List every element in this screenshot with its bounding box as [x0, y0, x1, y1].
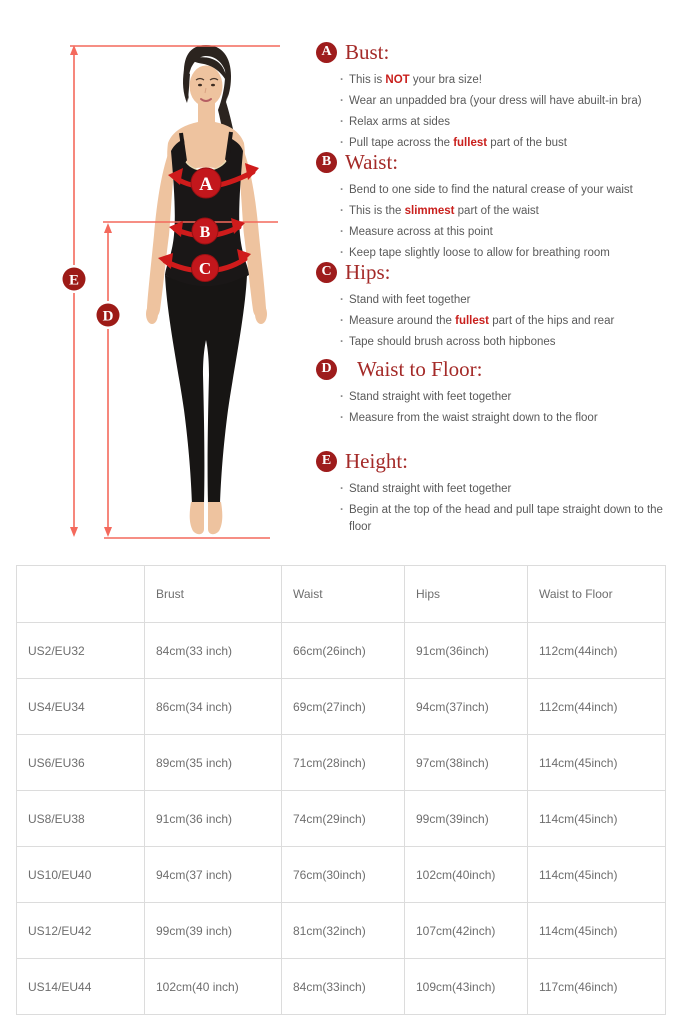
- table-row: [17, 791, 666, 847]
- right-hand: [255, 304, 267, 324]
- instruction-bullet: · Measure around the fullest part of the hips and rear: [340, 313, 676, 330]
- instruction-bullet: · Tape should brush across both hipbones: [340, 334, 676, 351]
- measurement-cell: 76cm(30inch): [282, 847, 405, 903]
- height-line: [70, 45, 78, 537]
- section-title: Waist to Floor:: [357, 356, 483, 381]
- size-cell: US6/EU36: [17, 735, 145, 791]
- table-row: [17, 847, 666, 903]
- column-header: Hips: [405, 566, 528, 623]
- measurement-cell: 84cm(33inch): [282, 959, 405, 1015]
- hair-left-side: [183, 70, 190, 103]
- instruction-bullet: · Keep tape slightly loose to allow for breathing room: [340, 245, 676, 262]
- measurement-cell: 114cm(45inch): [528, 735, 666, 791]
- section-b: [316, 150, 672, 266]
- bullet-dot: ·: [340, 294, 344, 306]
- section-bullets: [340, 292, 676, 351]
- instruction-bullet: · Stand with feet together: [340, 292, 676, 309]
- size-chart-table: [16, 565, 666, 1015]
- measurement-cell: 102cm(40inch): [405, 847, 528, 903]
- table-header-row: [17, 566, 666, 623]
- section-letter-badge: E: [316, 451, 337, 472]
- waist-to-floor-letter: D: [102, 308, 114, 325]
- measurement-cell: 91cm(36inch): [405, 623, 528, 679]
- measurement-cell: 102cm(40 inch): [145, 959, 282, 1015]
- table-row: [17, 959, 666, 1015]
- instruction-bullet: · Measure from the waist straight down to the floor: [340, 410, 676, 427]
- bullet-dot: ·: [340, 226, 344, 238]
- bullet-dot: ·: [340, 137, 344, 149]
- section-letter-badge: D: [316, 359, 337, 380]
- instruction-bullet: · Measure across at this point: [340, 224, 676, 241]
- measurement-cell: 117cm(46inch): [528, 959, 666, 1015]
- column-header: [17, 566, 145, 623]
- section-header: [316, 357, 672, 381]
- left-foot: [190, 502, 204, 534]
- section-d: [316, 357, 672, 431]
- bullet-dot: ·: [340, 184, 344, 196]
- column-header: Waist to Floor: [528, 566, 666, 623]
- section-bullets: [340, 72, 676, 152]
- bullet-dot: ·: [340, 391, 344, 403]
- section-header: [316, 260, 672, 284]
- measurement-cell: 66cm(26inch): [282, 623, 405, 679]
- measurement-cell: 114cm(45inch): [528, 903, 666, 959]
- measurement-cell: 109cm(43inch): [405, 959, 528, 1015]
- table-row: [17, 679, 666, 735]
- model-illustration: [146, 45, 267, 534]
- instruction-bullet: · Stand straight with feet together: [340, 389, 676, 406]
- measurement-cell: 97cm(38inch): [405, 735, 528, 791]
- bullet-dot: ·: [340, 315, 344, 327]
- bullet-dot: ·: [340, 412, 344, 424]
- section-title: Bust:: [345, 39, 390, 64]
- size-cell: US8/EU38: [17, 791, 145, 847]
- section-bullets: [340, 182, 676, 262]
- section-a: [316, 40, 672, 156]
- measurement-cell: 112cm(44inch): [528, 679, 666, 735]
- section-letter-badge: A: [316, 42, 337, 63]
- hips-letter: C: [198, 259, 212, 278]
- column-header: Brust: [145, 566, 282, 623]
- measurement-cell: 99cm(39inch): [405, 791, 528, 847]
- bullet-dot: ·: [340, 336, 344, 348]
- instruction-bullet: · Bend to one side to find the natural crease of your waist: [340, 182, 676, 199]
- right-foot: [208, 502, 222, 534]
- measurement-cell: 71cm(28inch): [282, 735, 405, 791]
- bullet-dot: ·: [340, 247, 344, 259]
- size-cell: US10/EU40: [17, 847, 145, 903]
- badge-hips: [192, 255, 219, 282]
- table-row: [17, 735, 666, 791]
- table-body: [17, 623, 666, 1015]
- instruction-bullet: · Pull tape across the fullest part of the bust: [340, 135, 676, 152]
- column-header: Waist: [282, 566, 405, 623]
- bust-letter: A: [199, 174, 213, 195]
- bullet-dot: ·: [340, 504, 344, 516]
- measurement-cell: 94cm(37 inch): [145, 847, 282, 903]
- leggings: [165, 275, 247, 504]
- measurement-cell: 69cm(27inch): [282, 679, 405, 735]
- section-bullets: [340, 389, 676, 427]
- bullet-dot: ·: [340, 116, 344, 128]
- measurement-cell: 107cm(42inch): [405, 903, 528, 959]
- left-hand: [146, 304, 158, 324]
- measurement-cell: 86cm(34 inch): [145, 679, 282, 735]
- measurement-cell: 81cm(32inch): [282, 903, 405, 959]
- measurement-cell: 91cm(36 inch): [145, 791, 282, 847]
- measurement-cell: 112cm(44inch): [528, 623, 666, 679]
- section-title: Hips:: [345, 259, 391, 284]
- badge-height: [63, 268, 86, 291]
- table-row: [17, 623, 666, 679]
- instruction-bullet: · Wear an unpadded bra (your dress will have abuilt-in bra): [340, 93, 676, 110]
- measurement-cell: 114cm(45inch): [528, 791, 666, 847]
- section-header: [316, 40, 672, 64]
- badge-bust: [191, 168, 221, 198]
- measurement-cell: 89cm(35 inch): [145, 735, 282, 791]
- bullet-dot: ·: [340, 483, 344, 495]
- measurement-cell: 94cm(37inch): [405, 679, 528, 735]
- section-e: [316, 449, 672, 540]
- section-letter-badge: B: [316, 152, 337, 173]
- section-title: Height:: [345, 448, 408, 473]
- badge-waist-to-floor: [97, 304, 120, 327]
- measurement-cell: 84cm(33 inch): [145, 623, 282, 679]
- left-eye: [198, 84, 202, 87]
- size-cell: US12/EU42: [17, 903, 145, 959]
- measure-instructions: [316, 0, 672, 560]
- section-bullets: [340, 481, 676, 536]
- waist-letter: B: [199, 224, 211, 241]
- section-header: [316, 449, 672, 473]
- section-header: [316, 150, 672, 174]
- badge-waist: [192, 218, 218, 244]
- section-title: Waist:: [345, 149, 399, 174]
- model-figure: [0, 0, 320, 560]
- size-cell: US14/EU44: [17, 959, 145, 1015]
- measurement-cell: 99cm(39 inch): [145, 903, 282, 959]
- bullet-dot: ·: [340, 95, 344, 107]
- height-letter: E: [68, 272, 80, 289]
- section-letter-badge: C: [316, 262, 337, 283]
- instruction-bullet: · Begin at the top of the head and pull tape straight down to the floor: [340, 502, 676, 536]
- size-cell: US2/EU32: [17, 623, 145, 679]
- measurement-cell: 74cm(29inch): [282, 791, 405, 847]
- section-c: [316, 260, 672, 355]
- instruction-bullet: · Relax arms at sides: [340, 114, 676, 131]
- bullet-dot: ·: [340, 74, 344, 86]
- size-cell: US4/EU34: [17, 679, 145, 735]
- waist-to-floor-line: [104, 223, 112, 537]
- bullet-dot: ·: [340, 205, 344, 217]
- table-row: [17, 903, 666, 959]
- instruction-bullet: · This is the slimmest part of the waist: [340, 203, 676, 220]
- instruction-bullet: · Stand straight with feet together: [340, 481, 676, 498]
- measurement-cell: 114cm(45inch): [528, 847, 666, 903]
- right-eye: [211, 84, 215, 87]
- instruction-bullet: · This is NOT your bra size!: [340, 72, 676, 89]
